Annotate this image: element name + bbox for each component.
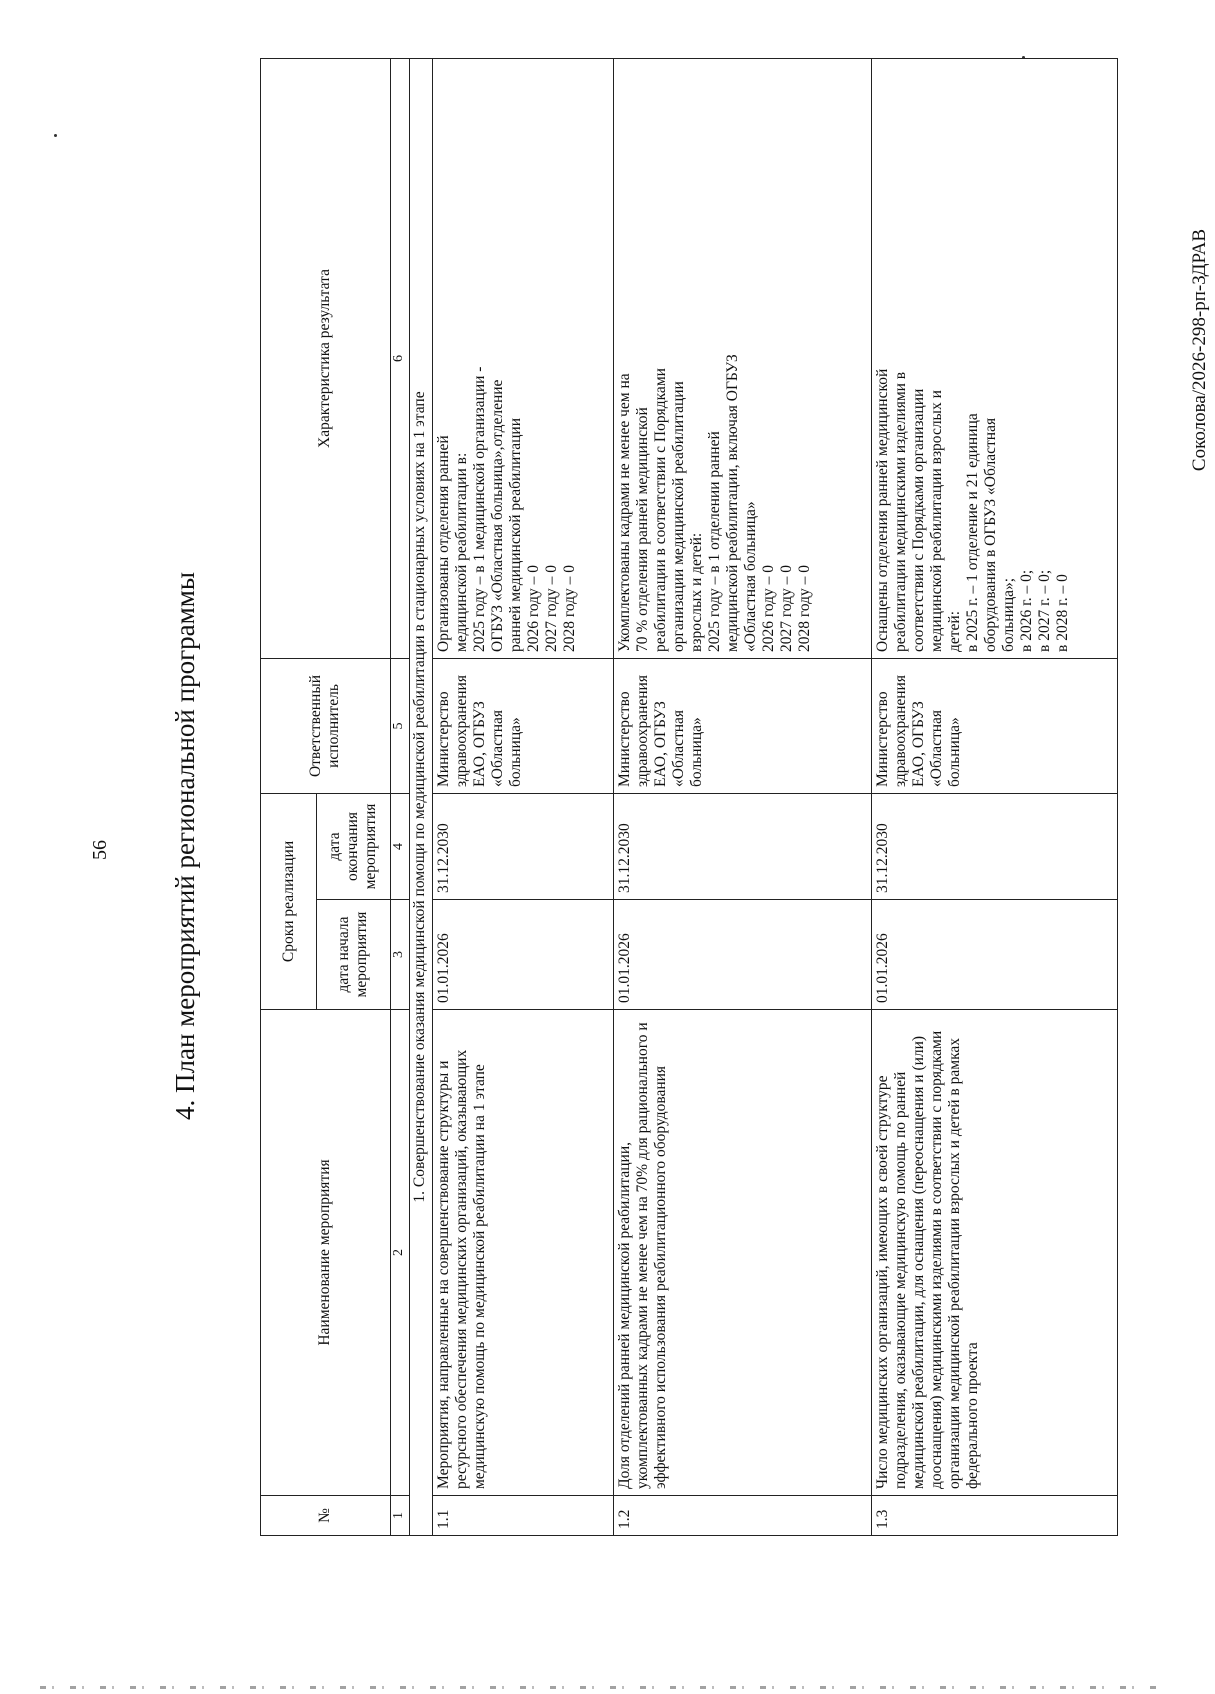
- row-number: 1.1: [432, 1496, 614, 1536]
- page-title: 4. План мероприятий региональной программы: [170, 572, 200, 1120]
- row-result: [614, 58, 871, 658]
- responsible-line: Министерство: [873, 691, 891, 787]
- result-line: 2028 году – 0: [796, 564, 814, 652]
- responsible-line: ЕАО, ОГБУЗ: [909, 701, 927, 787]
- responsible-line: больница»: [506, 717, 524, 787]
- responsible-line: ЕАО, ОГБУЗ: [652, 701, 670, 787]
- page-number: 56: [89, 840, 111, 860]
- responsible-line: Министерство: [616, 691, 634, 787]
- result-line: в 2028 г. – 0: [1053, 574, 1071, 652]
- result-line: в 2026 г. – 0;: [1017, 569, 1035, 652]
- result-line: взрослых и детей:: [688, 532, 706, 652]
- column-number: 6: [390, 58, 409, 658]
- row-end-date: 31.12.2030: [432, 793, 614, 899]
- result-line: медицинской реабилитации в:: [452, 452, 470, 652]
- column-number: 1: [390, 1496, 409, 1536]
- result-line: детей:: [945, 610, 963, 652]
- column-number: 3: [390, 900, 409, 1010]
- row-result: [432, 58, 614, 658]
- row-number: 1.3: [871, 1496, 1117, 1536]
- responsible-line: здравоохранения: [634, 675, 652, 787]
- result-line: реабилитации медицинскими изделиями в: [891, 371, 909, 652]
- plan-table-frame: [260, 59, 1118, 1536]
- header-name: Наименование мероприятия: [261, 1010, 391, 1496]
- row-end-date: 31.12.2030: [614, 793, 871, 899]
- row-start-date: 01.01.2026: [871, 900, 1117, 1010]
- row-responsible: [432, 658, 614, 793]
- result-line: «Областная больница»: [742, 501, 760, 652]
- header-period: Сроки реализации: [261, 793, 317, 1009]
- responsible-line: Министерство: [434, 691, 452, 787]
- result-line: 2026 году – 0: [524, 564, 542, 652]
- header-result: Характеристика результата: [261, 58, 391, 658]
- result-line: медицинской реабилитации, включая ОГБУЗ: [724, 354, 742, 652]
- result-line: соответствии с Порядками организации: [909, 388, 927, 652]
- responsible-line: больница»: [945, 717, 963, 787]
- result-line: 2027 году – 0: [542, 564, 560, 652]
- row-responsible: [871, 658, 1117, 793]
- document-code: Соколова/2026-298-рп-ЗДРАВ: [1189, 228, 1210, 472]
- result-line: больница»;: [999, 577, 1017, 652]
- responsible-line: ЕАО, ОГБУЗ: [470, 701, 488, 787]
- row-measure-name: Число медицинских организаций, имеющих в своей структуре подразделения, оказывающие медицинскую помощь по ранней медицинской реабилитации, для оснащения (переоснащения и (или) дооснащения) медицинскими изделиями в соответствии с порядками организации медицинской реабилитации взрослых и детей в рамках федерального проекта: [871, 1010, 1117, 1496]
- header-num: №: [261, 1496, 391, 1536]
- table-row: [871, 58, 1117, 1535]
- section-title: 1. Совершенствование оказания медицинской помощи по медицинской реабилитации в стационарных условиях на 1 этапе: [410, 58, 433, 1535]
- header-responsible: Ответственный исполнитель: [261, 658, 391, 793]
- responsible-line: больница»: [688, 717, 706, 787]
- row-measure-name: Мероприятия, направленные на совершенствование структуры и ресурсного обеспечения медицинских организаций, оказывающих медицинскую помощь по медицинской реабилитации на 1 этапе: [432, 1010, 614, 1496]
- row-end-date: 31.12.2030: [871, 793, 1117, 899]
- result-line: в 2025 г. – 1 отделение и 21 единица: [963, 413, 981, 652]
- column-number: 5: [390, 658, 409, 793]
- row-result: [871, 58, 1117, 658]
- table-row: [432, 58, 614, 1535]
- result-line: в 2027 г. – 0;: [1035, 569, 1053, 652]
- result-line: 2027 году – 0: [778, 564, 796, 652]
- result-line: ранней медицинской реабилитации: [506, 417, 524, 652]
- result-line: Оснащены отделения ранней медицинской: [873, 368, 891, 652]
- responsible-line: «Областная: [488, 709, 506, 787]
- result-line: 2025 году – в 1 отделении ранней: [706, 431, 724, 652]
- result-line: организации медицинской реабилитации: [670, 381, 688, 652]
- result-line: Организованы отделения ранней: [434, 435, 452, 652]
- result-line: реабилитации в соответствии с Порядками: [652, 368, 670, 652]
- row-measure-name: Доля отделений ранней медицинской реабилитации, укомплектованных кадрами не менее чем на 70% для рационального и эффективного использования реабилитационного оборудования: [614, 1010, 871, 1496]
- result-line: 2028 году – 0: [560, 564, 578, 652]
- table-row: [614, 58, 871, 1535]
- result-line: ОГБУЗ «Областная больница»,отделение: [488, 379, 506, 652]
- result-line: медицинской реабилитации взрослых и: [927, 390, 945, 652]
- result-line: Укомплектованы кадрами не менее чем на: [616, 373, 634, 652]
- result-line: 70 % отделения ранней медицинской: [634, 407, 652, 652]
- responsible-line: здравоохранения: [452, 675, 470, 787]
- header-end-date: дата окончания мероприятия: [317, 793, 390, 899]
- responsible-line: «Областная: [927, 709, 945, 787]
- scan-edge-artifact: [40, 1686, 1160, 1689]
- row-number: 1.2: [614, 1496, 871, 1536]
- column-number: 2: [390, 1010, 409, 1496]
- header-start-date: дата начала мероприятия: [317, 900, 390, 1010]
- row-start-date: 01.01.2026: [432, 900, 614, 1010]
- responsible-line: здравоохранения: [891, 675, 909, 787]
- row-responsible: [614, 658, 871, 793]
- column-number: 4: [390, 793, 409, 899]
- plan-table: [260, 58, 1118, 1536]
- result-line: 2026 году – 0: [760, 564, 778, 652]
- result-line: оборудования в ОГБУЗ «Областная: [981, 417, 999, 652]
- result-line: 2025 году – в 1 медицинской организации -: [470, 366, 488, 652]
- row-start-date: 01.01.2026: [614, 900, 871, 1010]
- scan-speck: [54, 134, 57, 137]
- responsible-line: «Областная: [670, 709, 688, 787]
